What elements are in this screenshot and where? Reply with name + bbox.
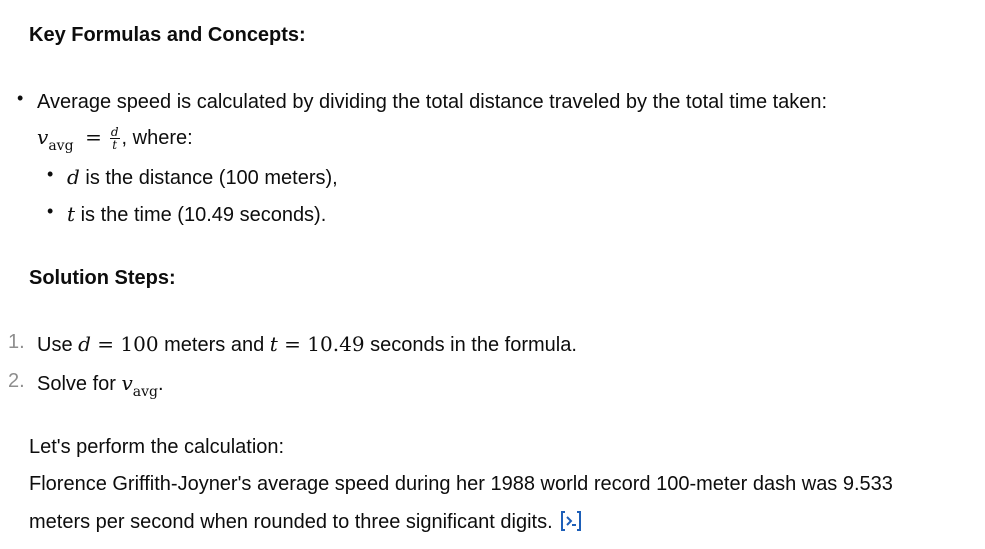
step-1-text [37,331,577,358]
formula-equals: = [85,125,102,149]
step-2-suffix: . [158,373,164,395]
step-1-suffix: seconds in the formula. [364,334,577,356]
step-1-t-value: = 10.49 [277,332,365,356]
result-line-2 [29,509,583,535]
fraction-numerator: d [110,125,119,140]
formula-fraction [110,126,120,151]
sub-bullet-marker-2: • [47,201,54,221]
sub-bullet-time-text: is the time (10.49 seconds). [75,204,327,226]
result-line-2-text: meters per second when rounded to three significant digits. [29,511,553,533]
sub-bullet-time [67,201,326,228]
step-1-var-d: d [78,332,91,356]
sub-bullet-marker-1: • [47,164,54,184]
var-t: t [67,202,76,226]
step-1-prefix: Use [37,334,79,356]
sub-bullet-distance [67,164,338,191]
formula-v: v [37,125,49,149]
step-1-d-value: = 100 [90,332,159,356]
calculation-intro: Let's perform the calculation: [29,436,285,458]
step-2-var-v: v [121,371,133,395]
step-2-text [37,370,164,399]
formula-tail: , where: [121,127,193,149]
fraction-denominator: t [112,138,118,153]
step-number-2: 2. [8,370,25,392]
step-1-middle: meters and [158,334,270,356]
bullet-marker: • [17,88,24,108]
step-number-1: 1. [8,331,25,353]
section-heading-key-formulas: Key Formulas and Concepts: [29,24,306,46]
bullet-average-speed-text: Average speed is calculated by dividing the total distance traveled by the total time taken: [37,91,828,113]
formula-v-subscript: avg [48,138,74,154]
result-line-1: Florence Griffith-Joyner's average speed during her 1988 world record 100-meter dash was 9.533 [29,473,893,495]
step-1-var-t: t [269,332,278,356]
var-d: d [67,165,80,189]
code-interpreter-icon[interactable] [559,510,583,532]
sub-bullet-distance-text: is the distance (100 meters), [79,167,338,189]
section-heading-solution-steps: Solution Steps: [29,267,176,289]
step-2-prefix: Solve for [37,373,122,395]
step-2-subscript: avg [132,384,159,400]
formula-line [37,124,193,153]
